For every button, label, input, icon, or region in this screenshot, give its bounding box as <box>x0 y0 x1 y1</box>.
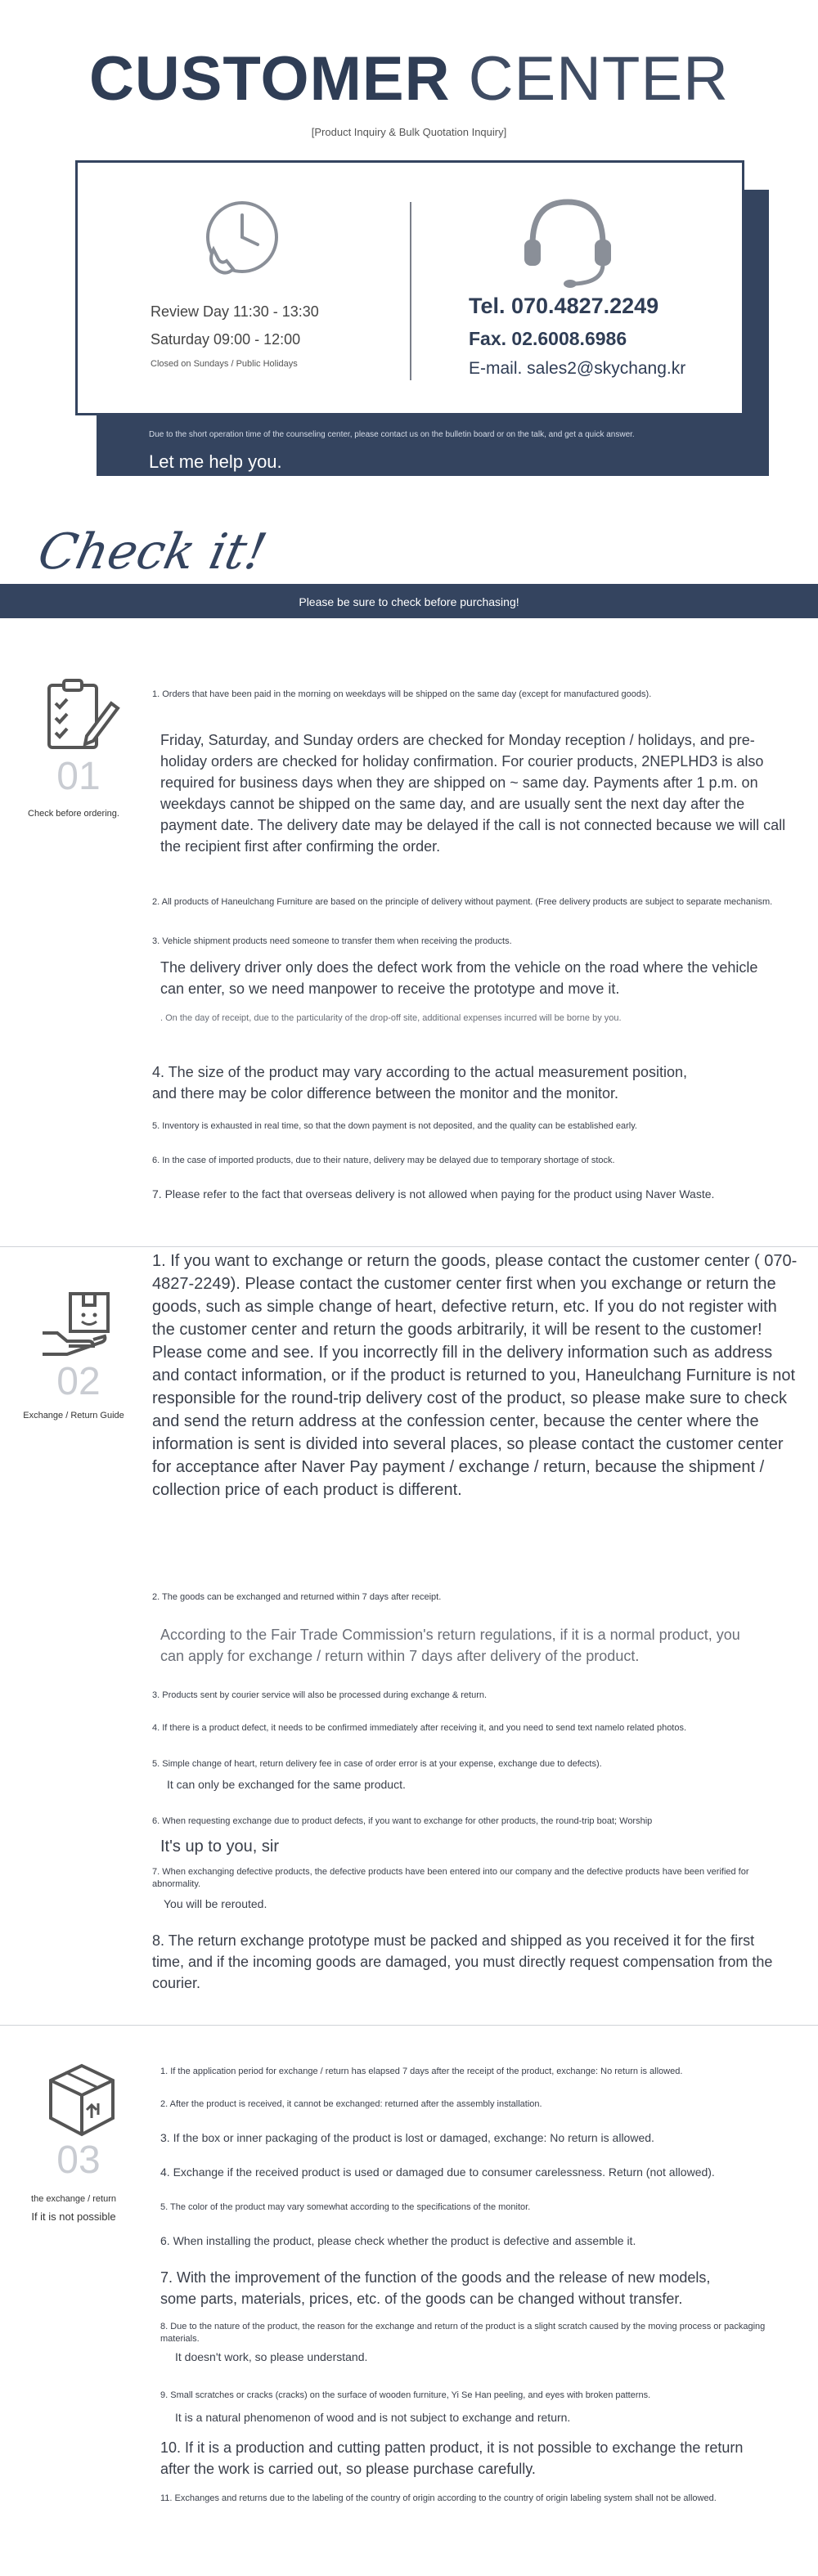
list-item: 7. With the improvement of the function of the goods and the release of new models, some parts, materials, prices, etc. of the goods can be changed without transfer. <box>160 2269 711 2307</box>
list-item: It's up to you, sir <box>160 1838 279 1856</box>
list-item: 3. If the box or inner packaging of the product is lost or damaged, exchange: No return is allowed. <box>160 2131 654 2144</box>
broken-box-icon <box>41 2059 123 2141</box>
list-item: 8. Due to the nature of the product, the reason for the exchange and return of the product is a slight scratch caused by the moving process or packaging materials. <box>160 2322 766 2344</box>
list-item: Friday, Saturday, and Sunday orders are checked for Monday reception / holidays, and pre-holiday orders are checked for holiday confirmation. For courier products, 2NEPLHD3 is also required for business days when they are shipped on ~ same day. Payments after 1 p.m. on weekdays cannot be shipped on the same day, and are usually sent the next day after the payment date. The delivery date may be delayed if the call is not connected because we will call the recipient first after confirming the order. <box>160 732 786 855</box>
list-item: 10. If it is a production and cutting patten product, it is not possible to exchange the return after the work is carried out, so please purchase carefully. <box>160 2439 744 2477</box>
list-item: It is a natural phenomenon of wood and is not subject to exchange and return. <box>175 2411 571 2424</box>
contact-notice: Due to the short operation time of the counseling center, please contact us on the bulletin board or on the talk, and get a quick answer. <box>149 430 635 439</box>
section-number: 01 <box>56 755 101 798</box>
check-bar-text: Please be sure to check before purchasing! <box>299 595 519 608</box>
hours-closed: Closed on Sundays / Public Holidays <box>151 359 298 369</box>
section-caption: If it is not possible <box>31 2210 116 2223</box>
list-item: 6. When installing the product, please check whether the product is defective and assemble it. <box>160 2234 636 2247</box>
clipboard-checklist-icon <box>39 675 121 757</box>
list-item: It doesn't work, so please understand. <box>175 2350 368 2363</box>
list-item: 4. If there is a product defect, it needs to be confirmed immediately after receiving it, and you need to send text namelo related photos. <box>152 1723 687 1733</box>
list-item: 2. The goods can be exchanged and returned within 7 days after receipt. <box>152 1592 442 1602</box>
hand-box-icon <box>38 1282 119 1364</box>
clock-phone-icon <box>197 192 287 282</box>
card-divider <box>410 202 411 380</box>
list-item: 3. Vehicle shipment products need someone to transfer them when receiving the products. <box>152 936 512 946</box>
section-divider <box>0 2025 818 2026</box>
list-item: You will be rerouted. <box>164 1897 267 1910</box>
list-item: 4. Exchange if the received product is used or damaged due to consumer carelessness. Return (not allowed). <box>160 2165 715 2179</box>
list-item: The delivery driver only does the defect work from the vehicle on the road where the vehicle can enter, so we need manpower to receive the prototype and move it. <box>160 959 758 997</box>
page-subtitle: [Product Inquiry & Bulk Quotation Inquiry] <box>311 126 507 138</box>
list-item: 7. Please refer to the fact that overseas delivery is not allowed when paying for the product using Naver Waste. <box>152 1187 715 1200</box>
section-caption: Exchange / Return Guide <box>23 1411 124 1420</box>
list-item: 5. The color of the product may vary somewhat according to the specifications of the monitor. <box>160 2202 531 2212</box>
list-item: 1. If the application period for exchange / return has elapsed 7 days after the receipt of the product, exchange: No return is allowed. <box>160 2067 683 2076</box>
list-item: According to the Fair Trade Commission's return regulations, if it is a normal product, you can apply for exchange / return within 7 days after delivery of the product. <box>160 1627 740 1664</box>
list-item: 11. Exchanges and returns due to the labeling of the country of origin according to the country of origin labeling system shall not be allowed. <box>160 2493 717 2503</box>
title-light: CENTER <box>468 44 730 114</box>
page-title <box>0 43 818 116</box>
list-item: 2. All products of Haneulchang Furniture are based on the principle of delivery without payment. (Free delivery products are subject to separate mechanism. <box>152 897 773 907</box>
section-divider <box>0 1246 818 1247</box>
check-bar <box>0 584 818 618</box>
help-text: Let me help you. <box>149 451 282 472</box>
list-item: 6. In the case of imported products, due to their nature, delivery may be delayed due to temporary shortage of stock. <box>152 1156 615 1165</box>
section-caption: the exchange / return <box>31 2194 116 2204</box>
list-item: 5. Simple change of heart, return delivery fee in case of order error is at your expense, exchange due to defects). <box>152 1759 602 1769</box>
list-item: It can only be exchanged for the same product. <box>167 1778 406 1791</box>
headset-icon <box>515 192 621 290</box>
section-number: 03 <box>56 2138 101 2182</box>
email-address[interactable]: E-mail. sales2@skychang.kr <box>469 359 686 378</box>
check-it-script: Check it! <box>33 523 272 581</box>
list-item: 1. Orders that have been paid in the morning on weekdays will be shipped on the same day (except for manufactured goods). <box>152 689 652 699</box>
title-bold: CUSTOMER <box>88 44 451 114</box>
tel-number[interactable]: Tel. 070.4827.2249 <box>469 294 659 318</box>
list-item: 7. When exchanging defective products, the defective products have been entered into our company and the defective products have been verified for abnormality. <box>152 1867 749 1889</box>
hours-weekday: Review Day 11:30 - 13:30 <box>151 303 319 320</box>
list-item: 4. The size of the product may vary according to the actual measurement position, and there may be color difference between the monitor and the monitor. <box>152 1064 688 1102</box>
list-item: 5. Inventory is exhausted in real time, so that the down payment is not deposited, and the quality can be established early. <box>152 1121 637 1131</box>
list-item: 1. If you want to exchange or return the goods, please contact the customer center ( 070-4827-2249). Please contact the customer center first when you exchange or return the goods, such as simple change of heart, defective return, etc. If you do not register with the customer center and return the goods arbitrarily, it will be resent to the customer! Please come and see. If you incorrectly fill in the delivery information such as address and contact information, or if the product is returned to you, Haneulchang Furniture is not responsible for the round-trip delivery cost of the product, so please make sure to check and send the return address at the confession center, because the center where the information is sent is divided into several places, so please contact the customer center for acceptance after Naver Pay payment / exchange / return, because the shipment / collection price of each product is different. <box>152 1252 798 1499</box>
list-item: 8. The return exchange prototype must be packed and shipped as you received it for the first time, and if the incoming goods are damaged, you must directly request compensation from the courier. <box>152 1932 773 1991</box>
list-item: 6. When requesting exchange due to product defects, if you want to exchange for other products, the round-trip boat; Worship <box>152 1816 653 1826</box>
list-item: 3. Products sent by courier service will also be processed during exchange & return. <box>152 1690 488 1700</box>
contact-card <box>75 160 744 415</box>
section-number: 02 <box>56 1360 101 1403</box>
list-item: . On the day of receipt, due to the particularity of the drop-off site, additional expenses incurred will be borne by you. <box>160 1013 622 1023</box>
list-item: 2. After the product is received, it cannot be exchanged: returned after the assembly installation. <box>160 2099 542 2109</box>
section-caption: Check before ordering. <box>28 809 119 819</box>
list-item: 9. Small scratches or cracks (cracks) on the surface of wooden furniture, Yi Se Han peeling, and eyes with broken patterns. <box>160 2390 651 2400</box>
fax-number: Fax. 02.6008.6986 <box>469 328 627 349</box>
hours-saturday: Saturday 09:00 - 12:00 <box>151 331 301 348</box>
